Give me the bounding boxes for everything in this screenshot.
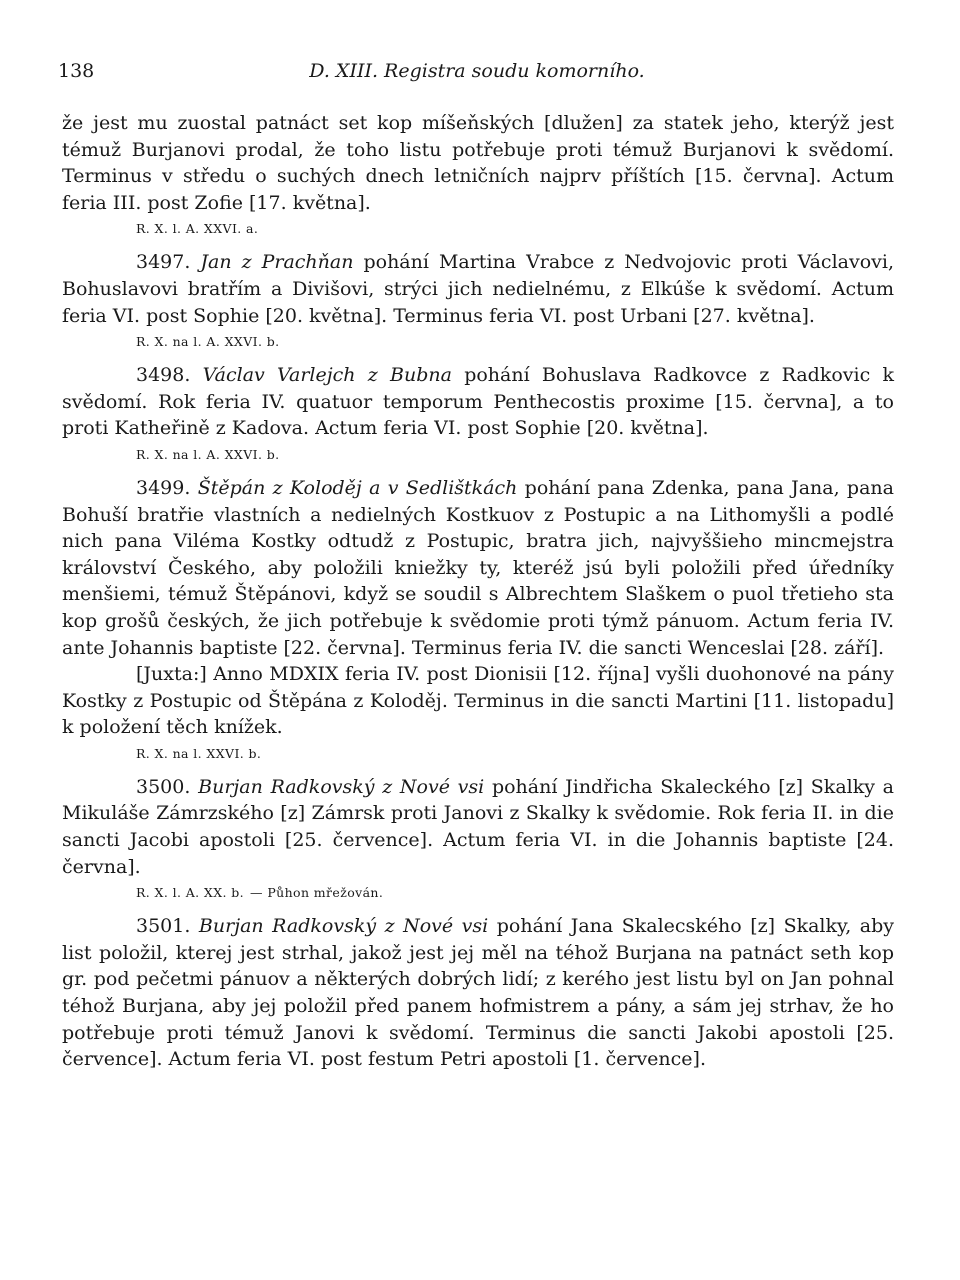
entry-3498 <box>62 362 894 442</box>
entry-name: Václav Varlejch z Bubna <box>202 364 452 387</box>
entry-number: 3501. <box>136 915 191 938</box>
reference-code: R. X. l. A. XX. b. <box>136 885 245 901</box>
archival-reference: R. X. na l. A. XXVI. b. <box>136 334 280 350</box>
page-number: 138 <box>58 60 95 82</box>
archival-reference <box>62 883 894 903</box>
reference-remark: — Půhon mřežován. <box>250 885 384 901</box>
entry-number: 3498. <box>136 364 191 387</box>
archival-reference: R. X. na l. XXVI. b. <box>136 745 262 761</box>
entry-name: Štěpán z Koloděj a v Sedlištkách <box>197 476 518 499</box>
entry-number: 3500. <box>136 775 191 798</box>
entry-3497 <box>62 249 894 329</box>
entry-name: Jan z Prachňan <box>200 251 354 274</box>
page-body <box>62 110 894 1073</box>
entry-name: Burjan Radkovský z Nové vsi <box>198 775 485 798</box>
archival-reference: R. X. l. A. XXVI. a. <box>136 221 259 237</box>
running-title: D. XIII. Registra soudu komorního. <box>309 60 645 82</box>
entry-3499 <box>62 475 894 661</box>
entry-3501 <box>62 913 894 1073</box>
entry-number: 3499. <box>136 476 191 499</box>
entry-text: pohání Bohuslava Radkovce z Radkovic k svědomí. Rok feria IV. quatuor temporum Penthecostis proxime [15. června], a to proti Katheřině z Kadova. Actum feria VI. post Sophie [20. května]. <box>62 364 895 440</box>
entry-note: [Juxta:] Anno MDXIX feria IV. post Dionisii [12. října] vyšli duohonové na pány Kostky z Postupic od Štěpána z Koloděj. Terminus in die sancti Martini [11. listopadu] k položení těch knížek. <box>62 663 894 739</box>
archival-reference: R. X. na l. A. XXVI. b. <box>136 446 280 462</box>
page-header <box>58 60 896 90</box>
entry-3500 <box>62 774 894 880</box>
entry-text: pohání Jana Skalecského [z] Skalky, aby list položil, kterej jest strhal, jakož jest jej měl na téhož Burjana na patnáct seth kop gr. pod pečetmi pánuov a některých dobrých lidí; z kerého jest listu byl on Jan pohnal téhož Burjana, aby jej položil před panem hofmistrem a pány, a sám jej strhav, že ho potřebuje proti témuž Janovi k svědomí. Terminus die sancti Jakobi apostoli [25. července]. Actum feria VI. post festum Petri apostoli [1. července]. <box>62 915 895 1071</box>
entry-text: pohání pana Zdenka, pana Jana, pana Bohuší bratřie vlastních a nedielných Kostkuov z Postupic a na Lithomyšli a podlé nich pana Viléma Kostky odtudž z Postupic, bratra jich, najvyššieho mincmejstra království Českého, aby položili kniežky ty, kteréž jsú byli položili před úředníky menšiemi, témuž Štěpánovi, když se soudil s Albrechtem Slaškem o puol třetieho sta kop grošů českých, že jich potřebuje k svědomie proti týmž pánuom. Actum feria IV. ante Johannis baptiste [22. června]. Terminus feria IV. die sancti Wenceslai [28. září]. <box>62 476 894 659</box>
entry-number: 3497. <box>136 251 191 274</box>
entry-text: pohání Jindřicha Skaleckého [z] Skalky a Mikuláše Zámrzského [z] Zámrsk proti Janovi z Skalky k svědomie. Rok feria II. in die sancti Jacobi apostoli [25. července]. Actum feria VI. in die Johannis baptiste [24. června]. <box>62 775 894 878</box>
entry-name: Burjan Radkovský z Nové vsi <box>198 915 489 938</box>
entry-text: že jest mu zuostal patnáct set kop míšeňských [dlužen] za statek jeho, kterýž jest témuž Burjanovi prodal, že toho listu potřebuje proti témuž Burjanovi k svědomí. Terminus v středu o suchých dnech letničních najprv příštích [15. června]. Actum feria III. post Zofie [17. května]. <box>62 112 894 214</box>
entry-continuation <box>62 110 894 216</box>
entry-text: pohání Martina Vrabce z Nedvojovic proti Václavovi, Bohuslavovi bratřím a Divišovi, strýci jich nedielnému, z Elkúše k svědomí. Actum feria VI. post Sophie [20. května]. Terminus feria VI. post Urbani [27. května]. <box>62 251 894 327</box>
